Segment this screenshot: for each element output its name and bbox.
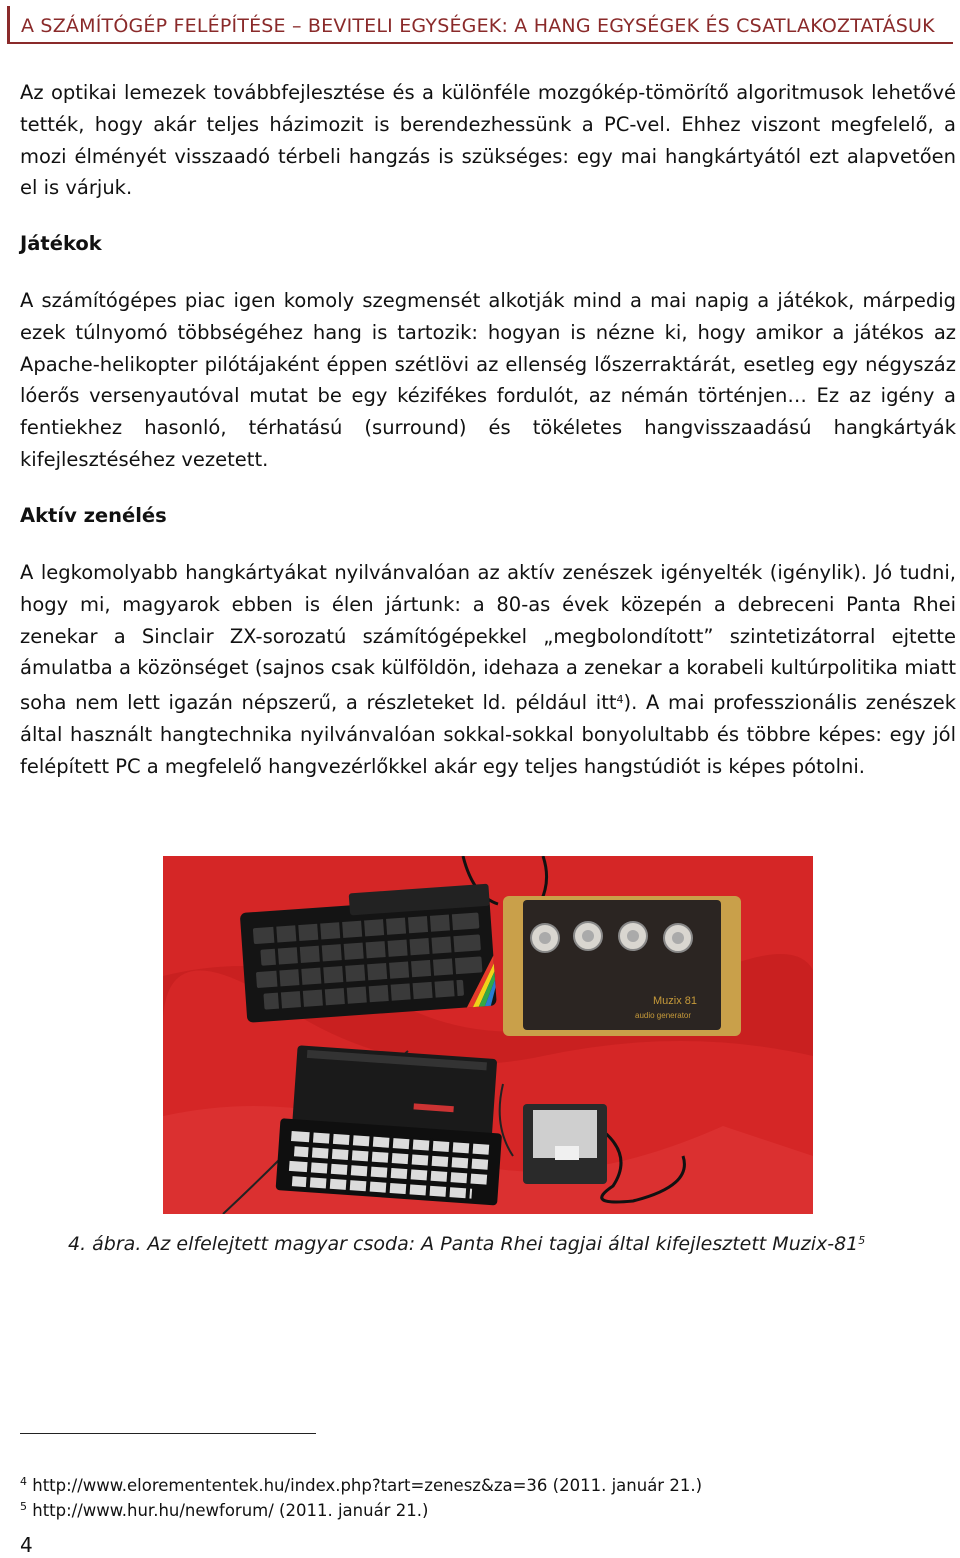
device-sublabel: audio generator [635,1011,692,1020]
figure-caption-text: 4. ábra. Az elfelejtett magyar csoda: A Panta Rhei tagjai által kifejlesztett Muzix-81 [68,1233,859,1255]
music-text-part1: A legkomolyabb hangkártyákat nyilvánvalóan az aktív zenészek igényelték (igénylik). Jó tudni, hogy mi, magyarok ebben is élen jártunk: a 80-as évek közepén a debreceni Panta Rhei zenekar a Sinclair ZX-sorozatú számítógépekkel „megbolondított” szintetizátorral ejtette ámulatba a közönséget (sajnos csak külföldön, idehaza a zenekar a korabeli kultúrpolitika miatt soha nem lett igazán népszerű, a részleteket ld. például itt [20,561,956,715]
games-paragraph: A számítógépes piac igen komoly szegmensét alkotják mind a mai napig a játékok, márpedig ezek túlnyomó többségéhez hang is tartozik: hogyan is nézne ki, hogy amikor a játékos az Apache-helikopter pilótájaként éppen szétlövi az ellenség lőszerraktárát, esetleg egy négyszáz lóerős versenyautóval mutat be egy kézifékes fordulót, az némán történjen… Ez az igény a fentiekhez hasonló, térhatású (surround) és tökéletes hangvisszaadású hangkártyák kifejlesztéséhez vezetett. [20,289,956,471]
device-label: Muzix 81 [653,995,698,1007]
footnote-4 [20,1475,702,1495]
footnote-separator [20,1433,316,1434]
figure-caption [68,1233,865,1255]
footnote-4-number: 4 [20,1475,27,1488]
footnote-ref-4[interactable]: 4 [616,693,624,707]
running-header-title: A SZÁMÍTÓGÉP FELÉPÍTÉSE – BEVITELI EGYSÉGEK: A HANG EGYSÉGEK ÉS CSATLAKOZTATÁSUK [21,15,935,37]
footnote-5-link[interactable]: http://www.hur.hu/newforum/ (2011. január 21.) [32,1501,429,1520]
music-heading: Aktív zenélés [20,504,167,527]
running-header [7,6,953,44]
music-paragraph [20,557,956,783]
intro-paragraph: Az optikai lemezek továbbfejlesztése és a különféle mozgókép-tömörítő algoritmusok lehetővé tették, hogy akár teljes házimozit is berendezhessünk a PC-vel. Ehhez viszont megfelelő, a mozi élményét visszaadó térbeli hangzás is szükséges: egy mai hangkártyától ezt alapvetően el is várjuk. [20,81,956,200]
muzix-photo-drawing [163,856,813,1214]
games-heading: Játékok [20,232,102,255]
footnote-5-number: 5 [20,1500,27,1513]
muzix-photo [163,856,813,1214]
music-text-part2: ). A mai professzionális zenészek által használt hangtechnika nyilvánvalóan sokkal-sokkal bonyolultabb és többre képes: egy jól felépített PC a megfelelő hangvezérlőkkel akár egy teljes hangstúdiót is képes pótolni. [20,691,956,778]
footnote-5 [20,1500,428,1520]
footnote-ref-5[interactable]: 5 [858,1234,866,1247]
footnote-4-link[interactable]: http://www.eloremententek.hu/index.php?tart=zenesz&za=36 (2011. január 21.) [32,1476,703,1495]
page-number: 4 [20,1533,33,1557]
